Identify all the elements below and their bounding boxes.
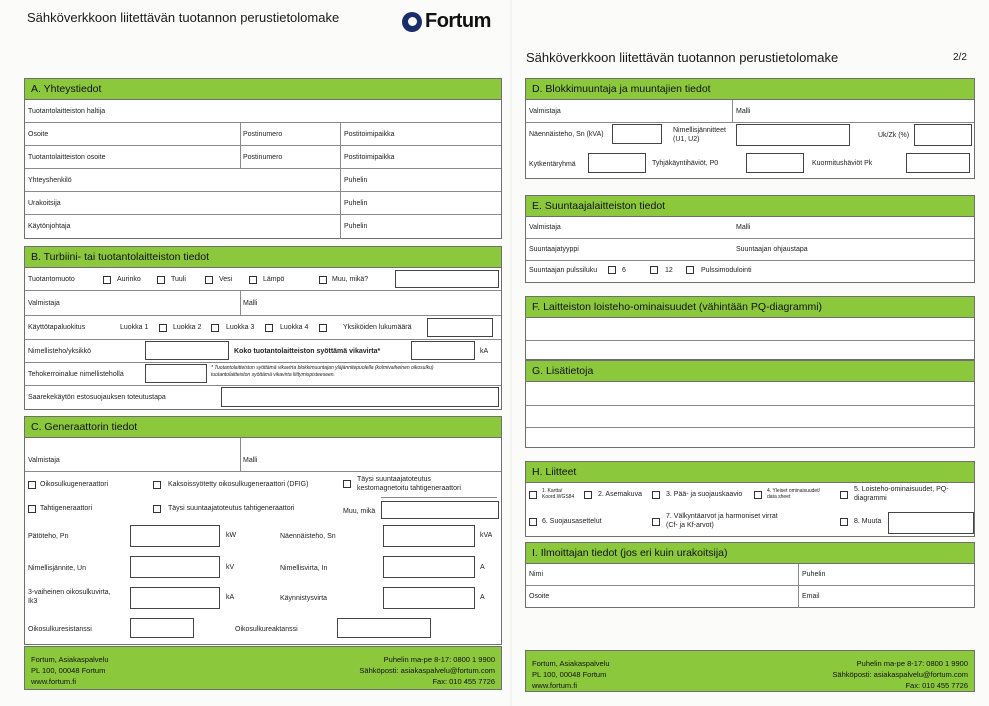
label-phone-2: Puhelin	[344, 200, 368, 207]
label-pulse-6: 6	[622, 267, 626, 274]
footer-fax: Fax: 010 455 7726	[432, 677, 495, 686]
label-attachment-4a: 4. Yleiset ominaisuudet/	[767, 488, 820, 494]
rated-current-input[interactable]	[383, 556, 475, 578]
row-address[interactable]	[25, 123, 501, 146]
label-converter-control: Suuntaajan ohjaustapa	[736, 246, 808, 253]
fault-current-input[interactable]	[411, 341, 475, 360]
label-water: Vesi	[219, 276, 233, 283]
label-attachment-2: 2. Asemakuva	[598, 491, 642, 498]
section-e-header: E. Suuntaajalaitteiston tiedot	[526, 196, 974, 217]
label-address: Osoite	[28, 131, 49, 138]
apparent-power-input[interactable]	[612, 124, 662, 144]
footer-phone: Puhelin ma-pe 8-17: 0800 1 9900	[383, 655, 495, 664]
fortum-logo	[402, 10, 491, 33]
no-load-losses-input[interactable]	[746, 153, 804, 173]
footer-email[interactable]: Sähköposti: asiakaspalvelu@fortum.com	[359, 666, 495, 675]
label-heat: Lämpö	[263, 276, 285, 283]
line-g-2	[526, 427, 974, 428]
checkbox-attachment-5[interactable]	[840, 491, 848, 499]
footer-page-2	[525, 650, 975, 692]
checkbox-heat[interactable]	[249, 276, 257, 284]
label-attachment-7a: 7. Välkyntäarvot ja harmoniset virrat	[666, 513, 778, 520]
row-e-manufacturer[interactable]	[526, 217, 974, 239]
line-full-converter	[381, 497, 497, 498]
label-email: Email	[802, 593, 820, 600]
label-load-losses: Kuormitushäviöt Pk	[812, 160, 873, 167]
label-pulse-12: 12	[665, 267, 673, 274]
vector-group-input[interactable]	[588, 153, 646, 173]
row-owner[interactable]	[25, 100, 501, 123]
label-apparent-power: Näennäisteho, Sn (kVA)	[529, 131, 604, 138]
label-attachment-1a: 1. Kartta/	[542, 488, 563, 494]
label-attachment-5b: diagrammi	[854, 495, 887, 502]
label-class-2: Luokka 2	[173, 324, 202, 331]
label-other: Muu, mikä?	[332, 276, 369, 283]
label-no-load-losses: Tyhjäkäyntihäviöt, P0	[652, 160, 719, 167]
label-units: Yksiköiden lukumäärä	[343, 324, 412, 331]
label-short-circuit-gen: Oikosulkugeneraattori	[40, 481, 109, 488]
checkbox-attachment-2[interactable]	[584, 491, 592, 499]
footer-fax: Fax: 010 455 7726	[905, 681, 968, 690]
label-attachment-6: 6. Suojausasettelut	[542, 518, 602, 525]
label-postcode: Postinumero	[243, 131, 283, 138]
load-losses-input[interactable]	[906, 153, 970, 173]
label-address: Osoite	[529, 593, 550, 600]
fault-current-note: * Tuotantolaitteiston syöttämä vikavirta blokkimuuntajan yläjännitepuolella (kolmivaiheinen oikosulku)	[211, 365, 434, 371]
label-fault-current: Koko tuotantolaitteiston syöttämä vikavirta*	[234, 348, 381, 355]
label-attachment-5a: 5. Loisteho-ominaisuudet, PQ-	[854, 486, 949, 493]
label-attachment-8: 8. Muuta	[854, 518, 882, 525]
row-plant-address[interactable]	[25, 146, 501, 169]
label-class-4: Luokka 4	[280, 324, 309, 331]
rated-voltage-input[interactable]	[130, 556, 220, 578]
section-g-header: G. Lisätietoja	[526, 361, 974, 382]
label-model: Malli	[736, 108, 751, 115]
label-model: Malli	[736, 224, 751, 231]
row-production-form	[25, 268, 501, 291]
section-h-attachments	[525, 461, 975, 537]
section-f-header: F. Laitteiston loisteho-ominaisuudet (vähintään PQ-diagrammi)	[526, 297, 974, 318]
page-number: 2/2	[953, 52, 967, 63]
checkbox-dfig[interactable]	[153, 481, 161, 489]
checkbox-full-converter-pm[interactable]	[343, 480, 351, 488]
row-contact[interactable]	[25, 169, 501, 192]
label-rated-voltages-2: (U1, U2)	[673, 136, 700, 143]
checkbox-class-1[interactable]	[159, 324, 167, 332]
label-sc-current-1: 3-vaiheinen oikosulkuvirta,	[28, 589, 111, 596]
label-contact: Yhteyshenkilö	[28, 177, 72, 184]
section-i-notifier	[525, 542, 975, 608]
section-c-header: C. Generaattorin tiedot	[25, 417, 501, 438]
row-converter-type[interactable]	[526, 239, 974, 261]
section-e-converter	[525, 195, 975, 283]
label-rated-voltages: Nimellisjännitteet	[673, 127, 726, 134]
label-sc-reactance: Oikosulkureaktanssi	[235, 626, 298, 633]
sc-reactance-input[interactable]	[337, 618, 431, 638]
checkbox-other[interactable]	[319, 276, 327, 284]
label-full-converter-1: Täysi suuntaajatoteutus	[357, 476, 431, 483]
logo-text: Fortum	[425, 10, 491, 32]
label-attachment-3: 3. Pää- ja suojauskaavio	[666, 491, 743, 498]
label-operator: Käytönjohtaja	[28, 223, 71, 230]
label-production-form: Tuotantomuoto	[28, 276, 75, 283]
row-pf-range	[25, 363, 501, 386]
row-notifier-address[interactable]	[526, 586, 974, 608]
label-dfig: Kaksoissyötetty oikosulkugeneraattori (DFIG)	[168, 481, 309, 488]
label-rated-current: Nimellisvirta, In	[280, 565, 328, 572]
footer-website[interactable]: www.fortum.fi	[31, 677, 77, 686]
label-phone: Puhelin	[344, 177, 368, 184]
fault-current-note-2: tuotantolaitteiston syöttämä vikavirta liittymispisteeseen.	[211, 372, 335, 378]
label-phone: Puhelin	[802, 571, 826, 578]
label-converter-type: Suuntaajatyyppi	[529, 246, 579, 253]
islanding-input[interactable]	[221, 387, 499, 407]
section-d-transformer	[525, 78, 975, 179]
sc-current-input[interactable]	[130, 587, 220, 609]
checkbox-attachment-8[interactable]	[840, 518, 848, 526]
row-rated-power	[25, 340, 501, 363]
unit-kv: kV	[226, 564, 235, 571]
section-a-header: A. Yhteystiedot	[25, 79, 501, 100]
checkbox-wind[interactable]	[157, 276, 165, 284]
unit-ka: kA	[480, 348, 489, 355]
label-rated-voltage: Nimellisjännite, Un	[28, 565, 86, 572]
page-title: Sähköverkkoon liitettävän tuotannon perustietolomake	[27, 10, 340, 25]
checkbox-pwm[interactable]	[686, 266, 694, 274]
footer-page-1	[24, 646, 502, 690]
label-full-converter-sync: Täysi suuntaajatoteutus tahtigeneraattori	[168, 505, 295, 512]
units-input[interactable]	[427, 318, 493, 337]
label-start-current: Käynnistysvirta	[280, 595, 328, 602]
footer-address: PL 100, 00048 Fortum	[31, 666, 106, 675]
label-postcode-2: Postinumero	[243, 154, 283, 161]
unit-a: A	[480, 564, 485, 571]
checkbox-attachment-3[interactable]	[652, 491, 660, 499]
checkbox-water[interactable]	[205, 276, 213, 284]
pf-range-input[interactable]	[145, 364, 207, 383]
row-class	[25, 316, 501, 340]
checkbox-short-circuit-gen[interactable]	[28, 481, 36, 489]
checkbox-attachment-4[interactable]	[754, 491, 762, 499]
footer-website[interactable]: www.fortum.fi	[532, 681, 578, 690]
checkbox-full-converter-sync[interactable]	[153, 505, 161, 513]
label-attachment-7b: (Cf- ja Kf-arvot)	[666, 522, 714, 529]
label-plant-address: Tuotantolaitteiston osoite	[28, 154, 106, 161]
section-a-contact	[24, 78, 502, 239]
other-generator-input[interactable]	[381, 501, 499, 519]
checkbox-class-4[interactable]	[319, 324, 327, 332]
row-contractor[interactable]	[25, 192, 501, 215]
row-b-manufacturer[interactable]	[25, 291, 501, 316]
checkbox-pulse-6[interactable]	[608, 266, 616, 274]
label-sync-gen: Tahtigeneraattori	[40, 505, 93, 512]
checkbox-sync-gen[interactable]	[28, 505, 36, 513]
label-rated-power: Nimellisteho/yksikkö	[28, 348, 92, 355]
label-islanding: Saarekekäytön estosuojauksen toteutustapa	[28, 394, 166, 401]
section-f-reactive-power	[525, 296, 975, 360]
label-class-3: Luokka 3	[226, 324, 255, 331]
section-b-turbine	[24, 246, 502, 410]
section-g-additional-info	[525, 360, 975, 448]
label-other: Muu, mikä	[343, 508, 376, 515]
label-contractor: Urakoitsija	[28, 200, 61, 207]
label-name: Nimi	[529, 571, 543, 578]
sc-resistance-input[interactable]	[130, 618, 194, 638]
label-active-power: Pätöteho, Pn	[28, 533, 69, 540]
label-pulse-number: Suuntaajan pulssiluku	[529, 267, 598, 274]
rated-voltages-input[interactable]	[736, 124, 850, 146]
label-sun: Aurinko	[117, 276, 141, 283]
checkbox-pulse-12[interactable]	[650, 266, 658, 274]
label-manufacturer: Valmistaja	[28, 457, 60, 464]
section-c-generator	[24, 416, 502, 645]
fortum-logo-icon	[402, 12, 422, 32]
row-operator[interactable]	[25, 215, 501, 239]
label-attachment-4b: data sheet	[767, 494, 791, 500]
footer-company: Fortum, Asiakaspalvelu	[31, 655, 109, 664]
section-d-header: D. Blokkimuuntaja ja muuntajien tiedot	[526, 79, 974, 100]
line-g-1	[526, 405, 974, 406]
uk-zk-input[interactable]	[914, 124, 972, 146]
footer-email[interactable]: Sähköposti: asiakaspalvelu@fortum.com	[832, 670, 968, 679]
section-i-header: I. Ilmoittajan tiedot (jos eri kuin urakoitsija)	[526, 543, 974, 564]
label-pwm: Pulssimodulointi	[701, 267, 752, 274]
footer-address: PL 100, 00048 Fortum	[532, 670, 607, 679]
unit-kw: kW	[226, 532, 237, 539]
section-b-header: B. Turbiini- tai tuotantolaitteiston tiedot	[25, 247, 501, 268]
checkbox-attachment-7[interactable]	[652, 518, 660, 526]
checkbox-class-3[interactable]	[265, 324, 273, 332]
label-manufacturer: Valmistaja	[529, 108, 561, 115]
label-model: Malli	[243, 300, 258, 307]
label-postoffice-2: Postitoimipaikka	[344, 154, 395, 161]
start-current-input[interactable]	[383, 587, 475, 609]
label-phone-3: Puhelin	[344, 223, 368, 230]
label-class: Käyttötapaluokitus	[28, 324, 86, 331]
checkbox-sun[interactable]	[103, 276, 111, 284]
attachment-other-input[interactable]	[888, 512, 974, 534]
label-apparent-power: Näennäisteho, Sn	[280, 533, 336, 540]
row-islanding	[25, 386, 501, 410]
footer-phone: Puhelin ma-pe 8-17: 0800 1 9900	[856, 659, 968, 668]
row-c-manufacturer[interactable]	[25, 438, 501, 472]
label-manufacturer: Valmistaja	[529, 224, 561, 231]
form-page-2	[512, 0, 989, 706]
checkbox-class-2[interactable]	[211, 324, 219, 332]
checkbox-attachment-1[interactable]	[529, 491, 537, 499]
section-h-header: H. Liitteet	[526, 462, 974, 483]
apparent-power-input[interactable]	[383, 525, 475, 547]
label-pf-range: Tehokerroinalue nimellisteholla	[28, 371, 124, 378]
line-f-1	[526, 340, 974, 341]
label-class-1: Luokka 1	[120, 324, 149, 331]
unit-ka: kA	[226, 594, 235, 601]
label-model: Malli	[243, 457, 258, 464]
label-sc-current-2: Ik3	[28, 598, 38, 605]
footer-company: Fortum, Asiakaspalvelu	[532, 659, 610, 668]
checkbox-attachment-6[interactable]	[529, 518, 537, 526]
row-d-manufacturer[interactable]	[526, 100, 974, 123]
label-owner: Tuotantolaitteiston haltija	[28, 108, 106, 115]
label-attachment-1b: Koord.WGS84	[542, 494, 575, 500]
page-title: Sähköverkkoon liitettävän tuotannon perustietolomake	[526, 50, 839, 65]
label-full-converter-2: kestomagnetoitu tahtigeneraattori	[357, 485, 461, 492]
rated-power-input[interactable]	[145, 341, 229, 360]
label-vector-group: Kytkentäryhmä	[529, 161, 576, 168]
label-uk-zk: Uk/Zk (%)	[878, 132, 910, 139]
unit-a-2: A	[480, 594, 485, 601]
label-manufacturer: Valmistaja	[28, 300, 60, 307]
label-wind: Tuuli	[171, 276, 186, 283]
label-postoffice: Postitoimipaikka	[344, 131, 395, 138]
active-power-input[interactable]	[130, 525, 220, 547]
unit-kva: kVA	[480, 532, 493, 539]
row-notifier-name[interactable]	[526, 564, 974, 586]
label-sc-resistance: Oikosulkuresistanssi	[28, 626, 92, 633]
other-input[interactable]	[395, 270, 499, 288]
